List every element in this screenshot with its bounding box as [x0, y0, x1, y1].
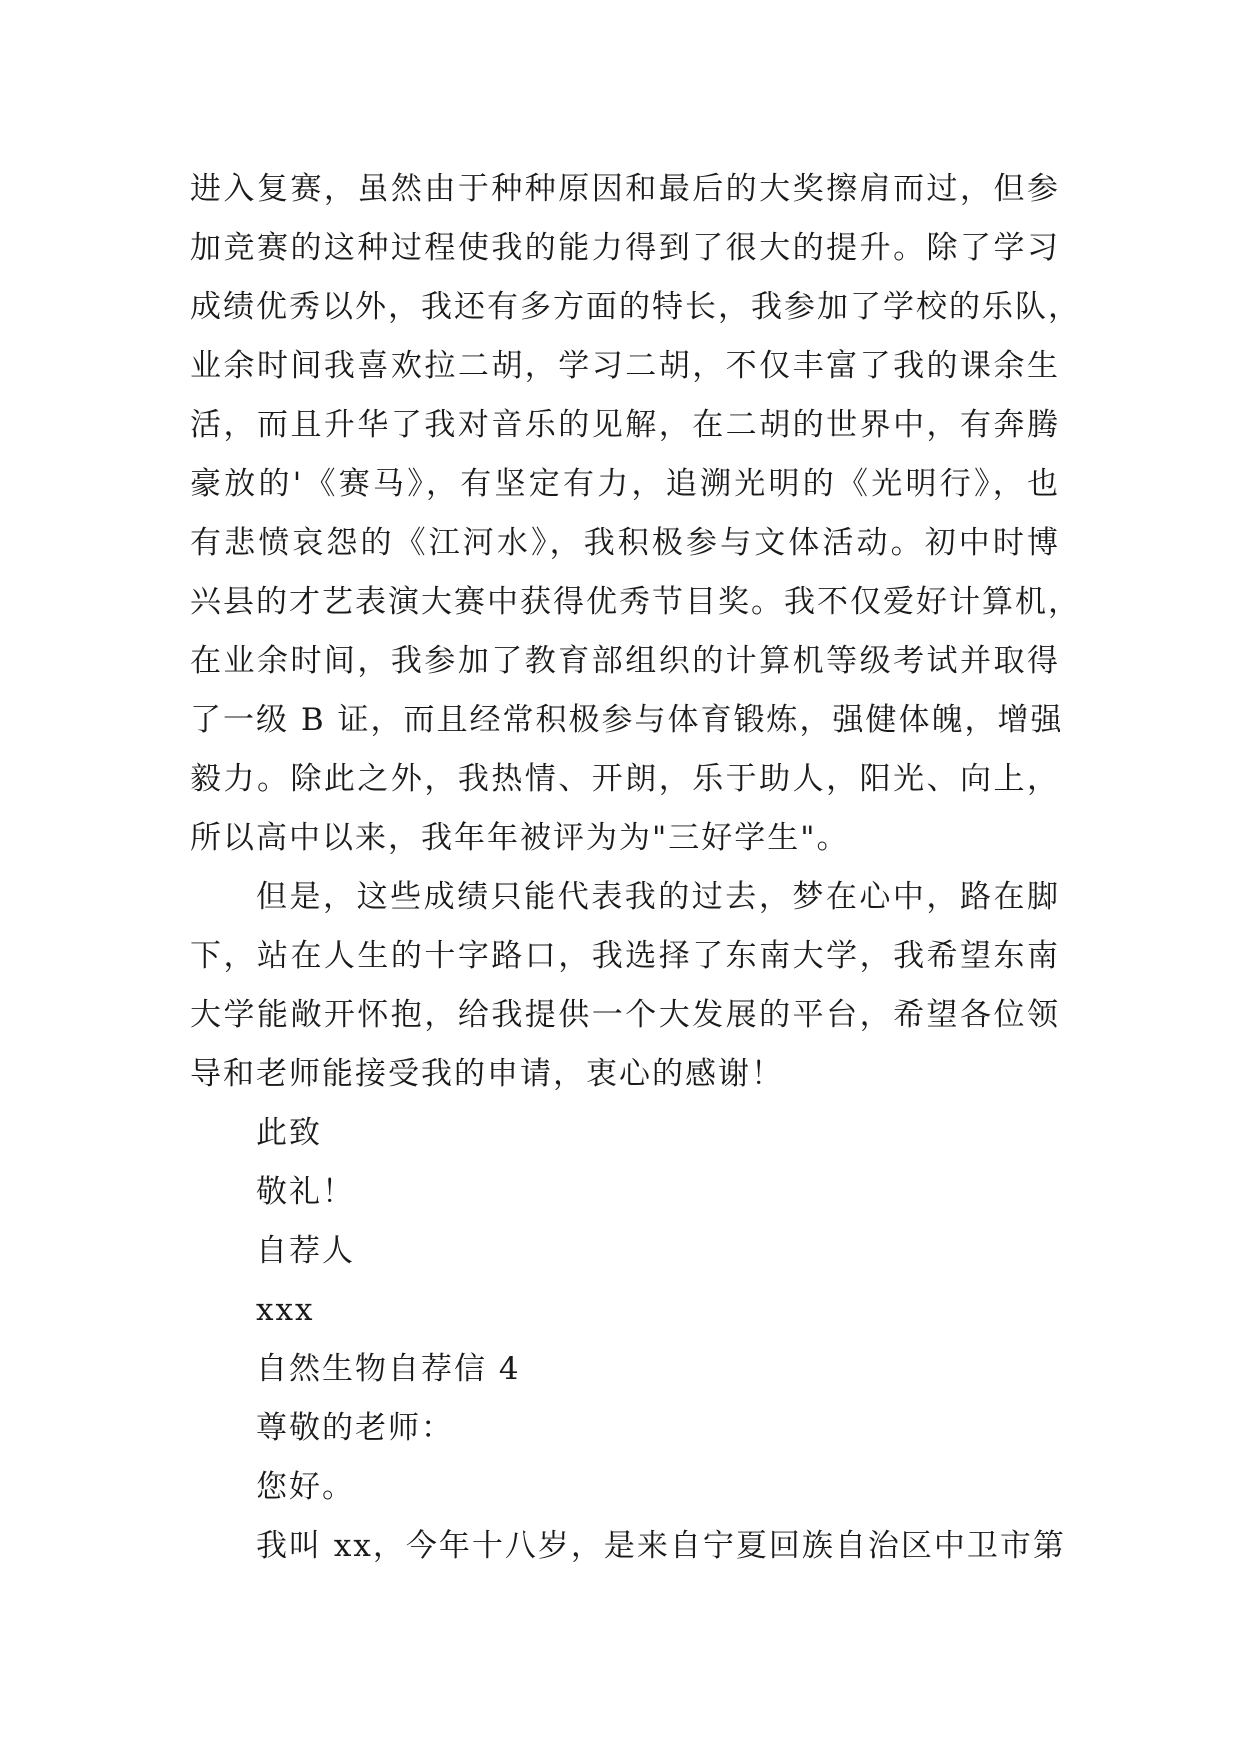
text-line: 成绩优秀以外，我还有多方面的特长，我参加了学校的乐队，: [190, 289, 1081, 325]
text-line: 下，站在人生的十字路口，我选择了东南大学，我希望东南: [190, 938, 1060, 974]
text-line: 了一级 B 证，而且经常积极参与体育锻炼，强健体魄，增强: [190, 702, 1064, 738]
closing-regards: 敬礼！: [256, 1174, 355, 1210]
closing-salutation: 此致: [256, 1115, 322, 1151]
text-line: 有悲愤哀怨的《江河水》，我积极参与文体活动。初中时博: [190, 525, 1060, 561]
text-line: 所以高中以来，我年年被评为为"三好学生"。: [190, 820, 850, 856]
letter-body: [190, 160, 1081, 1576]
signature-label: 自荐人: [256, 1233, 355, 1269]
text-line: 进入复赛，虽然由于种种原因和最后的大奖擦肩而过，但参: [190, 171, 1060, 207]
greeting: 尊敬的老师：: [256, 1410, 454, 1446]
text-line: 大学能敞开怀抱，给我提供一个大发展的平台，希望各位领: [190, 997, 1060, 1033]
text-line: 加竞赛的这种过程使我的能力得到了很大的提升。除了学习: [190, 230, 1060, 266]
text-line: 导和老师能接受我的申请，衷心的感谢！: [190, 1056, 784, 1092]
text-line: 在业余时间，我参加了教育部组织的计算机等级考试并取得: [190, 643, 1060, 679]
text-line: 兴县的才艺表演大赛中获得优秀节目奖。我不仅爱好计算机，: [190, 584, 1081, 620]
text-line: 业余时间我喜欢拉二胡，学习二胡，不仅丰富了我的课余生: [190, 348, 1060, 384]
text-line: 毅力。除此之外，我热情、开朗，乐于助人，阳光、向上，: [190, 761, 1060, 797]
signature-name: xxx: [256, 1292, 315, 1328]
text-line: 活，而且升华了我对音乐的见解，在二胡的世界中，有奔腾: [190, 407, 1060, 443]
greeting-hello: 您好。: [256, 1469, 355, 1505]
paragraph-first-line: 我叫 xx，今年十八岁，是来自宁夏回族自治区中卫市第: [256, 1528, 1066, 1564]
paragraph-first-line: 但是，这些成绩只能代表我的过去，梦在心中，路在脚: [256, 879, 1060, 915]
section-heading: 自然生物自荐信 4: [256, 1351, 521, 1387]
text-line: 豪放的'《赛马》，有坚定有力，追溯光明的《光明行》，也: [190, 466, 1060, 502]
